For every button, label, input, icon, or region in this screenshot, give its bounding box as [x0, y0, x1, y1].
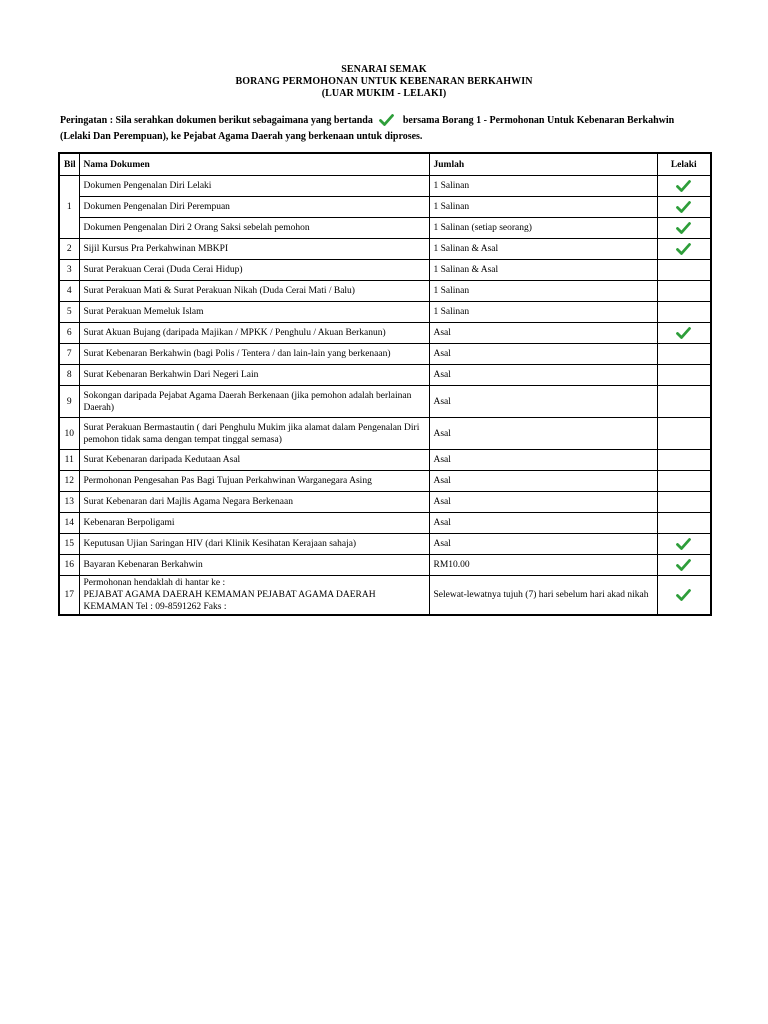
cell-lelaki [657, 471, 711, 492]
header-bil: Bil [59, 153, 79, 176]
title-line-1: SENARAI SEMAK [341, 64, 427, 75]
cell-bil: 14 [59, 513, 79, 534]
cell-nama-dokumen: Surat Perakuan Memeluk Islam [79, 302, 429, 323]
table-row [59, 386, 711, 418]
cell-jumlah: Asal [429, 492, 657, 513]
cell-nama-dokumen: Surat Kebenaran Berkahwin Dari Negeri Lain [79, 365, 429, 386]
cell-bil: 10 [59, 418, 79, 450]
cell-lelaki [657, 260, 711, 281]
cell-nama-dokumen: Surat Perakuan Mati & Surat Perakuan Nikah (Duda Cerai Mati / Balu) [79, 281, 429, 302]
cell-bil: 7 [59, 344, 79, 365]
cell-bil: 2 [59, 239, 79, 260]
table-row [59, 365, 711, 386]
cell-jumlah: Asal [429, 386, 657, 418]
check-icon [662, 243, 707, 255]
cell-lelaki [657, 365, 711, 386]
cell-bil: 4 [59, 281, 79, 302]
warning-note [60, 114, 720, 143]
table-row [59, 344, 711, 365]
cell-jumlah: Asal [429, 323, 657, 344]
cell-nama-dokumen: Dokumen Pengenalan Diri 2 Orang Saksi sebelah pemohon [79, 218, 429, 239]
cell-lelaki [657, 513, 711, 534]
check-icon [662, 538, 707, 550]
check-icon [379, 114, 394, 130]
cell-lelaki [657, 197, 711, 218]
cell-nama-dokumen: Dokumen Pengenalan Diri Lelaki [79, 176, 429, 197]
cell-bil: 3 [59, 260, 79, 281]
title-line-2: BORANG PERMOHONAN UNTUK KEBENARAN BERKAHWIN [235, 76, 533, 87]
table-row [59, 513, 711, 534]
check-icon [662, 559, 707, 571]
cell-bil: 6 [59, 323, 79, 344]
table-row [59, 471, 711, 492]
header-jumlah: Jumlah [429, 153, 657, 176]
cell-lelaki [657, 281, 711, 302]
cell-jumlah: Asal [429, 344, 657, 365]
cell-bil: 9 [59, 386, 79, 418]
cell-lelaki [657, 239, 711, 260]
table-row [59, 492, 711, 513]
cell-lelaki [657, 218, 711, 239]
cell-bil: 5 [59, 302, 79, 323]
cell-bil: 16 [59, 555, 79, 576]
cell-bil: 8 [59, 365, 79, 386]
cell-jumlah: 1 Salinan [429, 176, 657, 197]
cell-nama-dokumen: Surat Perakuan Cerai (Duda Cerai Hidup) [79, 260, 429, 281]
cell-bil: 13 [59, 492, 79, 513]
cell-nama-dokumen: Permohonan Pengesahan Pas Bagi Tujuan Perkahwinan Warganegara Asing [79, 471, 429, 492]
table-row [59, 576, 711, 616]
check-icon [662, 201, 707, 213]
cell-nama-dokumen: Surat Kebenaran Berkahwin (bagi Polis / Tentera / dan lain-lain yang berkenaan) [79, 344, 429, 365]
cell-jumlah: 1 Salinan & Asal [429, 239, 657, 260]
cell-bil: 17 [59, 576, 79, 616]
table-row [59, 176, 711, 197]
cell-lelaki [657, 386, 711, 418]
cell-bil: 12 [59, 471, 79, 492]
table-row [59, 418, 711, 450]
table-row [59, 197, 711, 218]
cell-nama-dokumen: Dokumen Pengenalan Diri Perempuan [79, 197, 429, 218]
cell-lelaki [657, 534, 711, 555]
cell-nama-dokumen: Sijil Kursus Pra Perkahwinan MBKPI [79, 239, 429, 260]
cell-jumlah: 1 Salinan (setiap seorang) [429, 218, 657, 239]
table-row [59, 450, 711, 471]
cell-bil: 1 [59, 176, 79, 239]
cell-jumlah: Asal [429, 450, 657, 471]
cell-lelaki [657, 492, 711, 513]
table-header-row [59, 153, 711, 176]
title-line-3: (LUAR MUKIM - LELAKI) [321, 88, 447, 99]
cell-nama-dokumen: Bayaran Kebenaran Berkahwin [79, 555, 429, 576]
cell-lelaki [657, 576, 711, 616]
table-row [59, 260, 711, 281]
cell-nama-dokumen: Keputusan Ujian Saringan HIV (dari Klinik Kesihatan Kerajaan sahaja) [79, 534, 429, 555]
cell-jumlah: 1 Salinan [429, 281, 657, 302]
cell-jumlah: 1 Salinan [429, 302, 657, 323]
table-row [59, 302, 711, 323]
cell-bil: 15 [59, 534, 79, 555]
document-title [0, 64, 768, 100]
cell-jumlah: 1 Salinan [429, 197, 657, 218]
cell-lelaki [657, 450, 711, 471]
cell-jumlah: Asal [429, 365, 657, 386]
header-nama-dokumen: Nama Dokumen [79, 153, 429, 176]
table-row [59, 239, 711, 260]
cell-lelaki [657, 302, 711, 323]
cell-lelaki [657, 176, 711, 197]
cell-nama-dokumen: Permohonan hendaklah di hantar ke : PEJABAT AGAMA DAERAH KEMAMAN PEJABAT AGAMA DAERAH KEMAMAN Tel : 09-8591262 Faks : [79, 576, 429, 616]
cell-jumlah: Asal [429, 471, 657, 492]
cell-bil: 11 [59, 450, 79, 471]
cell-nama-dokumen: Kebenaran Berpoligami [79, 513, 429, 534]
check-icon [662, 327, 707, 339]
table-row [59, 534, 711, 555]
cell-jumlah: 1 Salinan & Asal [429, 260, 657, 281]
cell-nama-dokumen: Surat Kebenaran dari Majlis Agama Negara Berkenaan [79, 492, 429, 513]
cell-nama-dokumen: Surat Akuan Bujang (daripada Majikan / MPKK / Penghulu / Akuan Berkanun) [79, 323, 429, 344]
cell-nama-dokumen: Surat Kebenaran daripada Kedutaan Asal [79, 450, 429, 471]
table-row [59, 281, 711, 302]
table-row [59, 218, 711, 239]
cell-lelaki [657, 555, 711, 576]
warning-text-line2: (Lelaki Dan Perempuan), ke Pejabat Agama Daerah yang berkenaan untuk diproses. [60, 131, 423, 142]
check-icon [662, 180, 707, 192]
warning-text-after: bersama Borang 1 - Permohonan Untuk Kebenaran Berkahwin [402, 115, 675, 126]
cell-jumlah: Asal [429, 534, 657, 555]
table-row [59, 555, 711, 576]
check-icon [662, 222, 707, 234]
cell-nama-dokumen: Sokongan daripada Pejabat Agama Daerah Berkenaan (jika pemohon adalah berlainan Daerah) [79, 386, 429, 418]
check-icon [662, 589, 707, 601]
cell-lelaki [657, 418, 711, 450]
cell-jumlah: Asal [429, 418, 657, 450]
document-checklist-table [58, 152, 712, 616]
table-row [59, 323, 711, 344]
cell-jumlah: Selewat-lewatnya tujuh (7) hari sebelum hari akad nikah [429, 576, 657, 616]
table-body [59, 176, 711, 616]
header-lelaki: Lelaki [657, 153, 711, 176]
cell-lelaki [657, 323, 711, 344]
cell-nama-dokumen: Surat Perakuan Bermastautin ( dari Penghulu Mukim jika alamat dalam Pengenalan Diri pemohon tidak sama dengan tempat tinggal semasa) [79, 418, 429, 450]
warning-text-before: Peringatan : Sila serahkan dokumen berikut sebagaimana yang bertanda [60, 115, 373, 126]
cell-jumlah: Asal [429, 513, 657, 534]
cell-jumlah: RM10.00 [429, 555, 657, 576]
cell-lelaki [657, 344, 711, 365]
